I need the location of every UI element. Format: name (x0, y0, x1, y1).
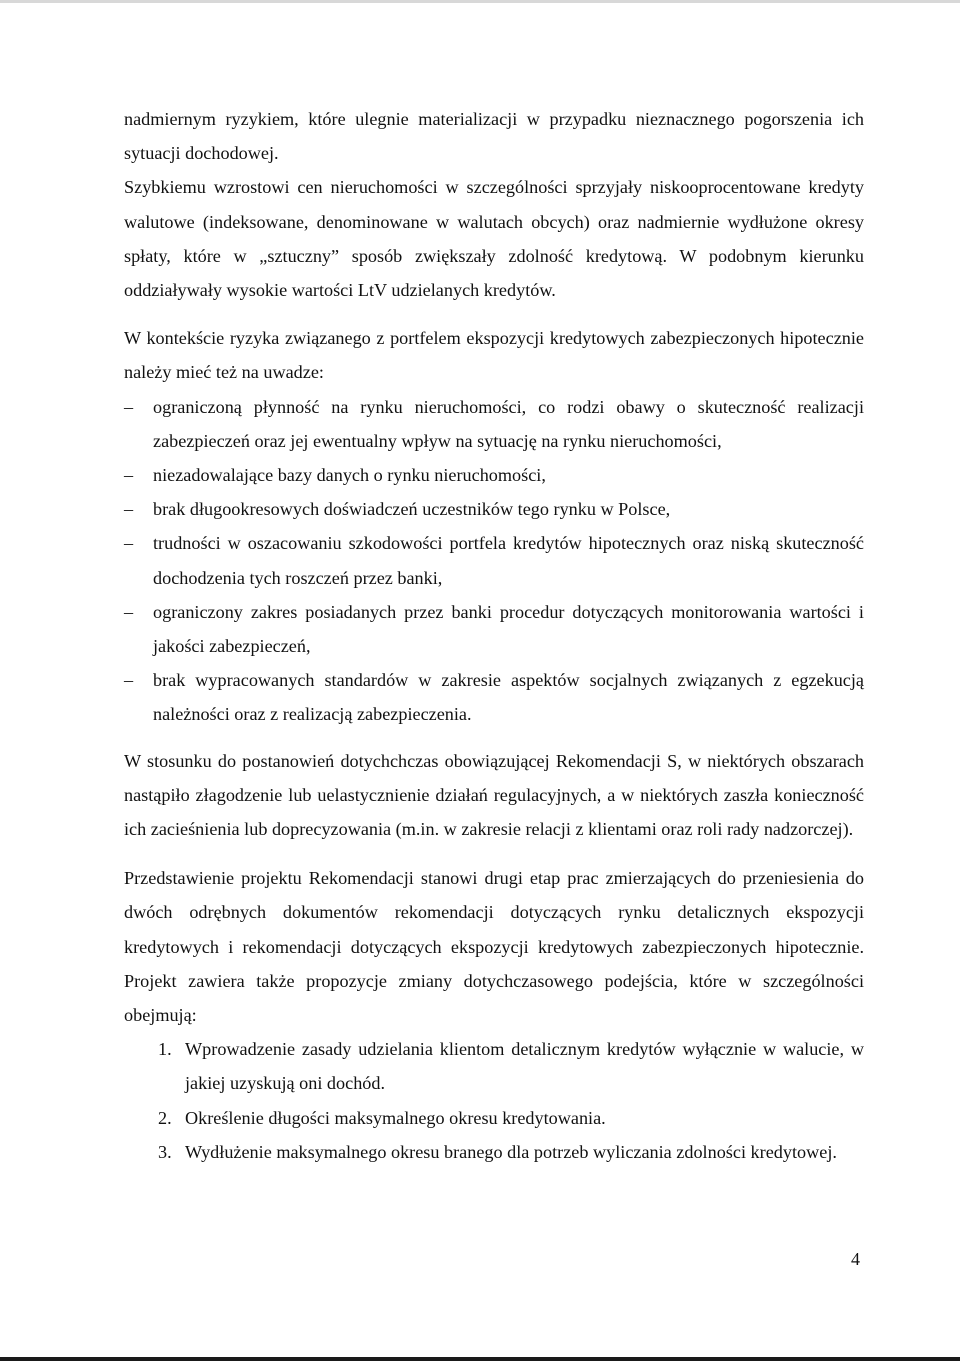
item-number: 2. (158, 1107, 172, 1128)
list-item (124, 458, 864, 492)
dash-marker: – (124, 601, 134, 622)
paragraph-5: Przedstawienie projektu Rekomendacji stanowi drugi etap prac zmierzających do przeniesienia do dwóch odrębnych dokumentów rekomendacji dotyczących rynku detalicznych ekspozycji kredytowych i rekomendacji dotyczących ekspozycji kredytowych zabezpieczonych hipotecznie. Projekt zawiera także propozycje zmiany dotychczasowego podejścia, które w szczególności obejmują: (124, 868, 864, 1026)
numbered-item-text: Wprowadzenie zasady udzielania klientom detalicznym kredytów wyłącznie w walucie, w jakiej uzyskują oni dochód. (185, 1039, 864, 1094)
list-item (124, 492, 864, 526)
list-item (124, 390, 864, 458)
numbered-item (124, 1135, 864, 1169)
item-number: 1. (158, 1039, 172, 1060)
scan-top-edge (0, 0, 960, 3)
paragraph-3: W kontekście ryzyka związanego z portfelem ekspozycji kredytowych zabezpieczonych hipotecznie należy mieć też na uwadze: (124, 328, 864, 383)
scan-bottom-edge (0, 1357, 960, 1361)
paragraph-1: nadmiernym ryzykiem, które ulegnie materializacji w przypadku nieznacznego pogorszenia ich sytuacji dochodowej. (124, 109, 864, 164)
document-body (124, 102, 864, 1169)
list-item-text: niezadowalające bazy danych o rynku nieruchomości, (153, 465, 546, 486)
paragraph-4: W stosunku do postanowień dotychchczas obowiązującej Rekomendacji S, w niektórych obszarach nastąpiło złagodzenie lub uelastycznienie działań regulacyjnych, a w niektórych zaszła konieczność ich zacieśnienia lub doprecyzowania (m.in. w zakresie relacji z klientami oraz roli rady nadzorczej). (124, 750, 864, 840)
list-item-text: brak długookresowych doświadczeń uczestników tego rynku w Polsce, (153, 499, 671, 520)
list-item-text: trudności w oszacowaniu szkodowości portfela kredytów hipotecznych oraz niską skuteczność dochodzenia tych roszczeń przez banki, (153, 533, 864, 588)
numbered-item-text: Określenie długości maksymalnego okresu kredytowania. (185, 1107, 606, 1128)
page-number: 4 (851, 1249, 860, 1269)
list-item (124, 663, 864, 731)
paragraph-2: Szybkiemu wzrostowi cen nieruchomości w szczególności sprzyjały niskooprocentowane kredyty walutowe (indeksowane, denominowane w walutach obcych) oraz nadmiernie wydłużone okresy spłaty, które w „sztuczny” sposób zwiększały zdolność kredytową. W podobnym kierunku oddziaływały wysokie wartości LtV udzielanych kredytów. (124, 177, 864, 301)
dash-marker: – (124, 533, 134, 554)
list-item (124, 595, 864, 663)
dash-marker: – (124, 670, 134, 691)
item-number: 3. (158, 1141, 172, 1162)
dash-marker: – (124, 499, 134, 520)
list-item (124, 526, 864, 594)
dash-marker: – (124, 465, 134, 486)
numbered-item (124, 1032, 864, 1100)
numbered-item (124, 1101, 864, 1135)
proposal-list (124, 1032, 864, 1169)
dash-marker: – (124, 396, 134, 417)
list-item-text: ograniczony zakres posiadanych przez banki procedur dotyczących monitorowania wartości i jakości zabezpieczeń, (153, 601, 864, 657)
list-item-text: brak wypracowanych standardów w zakresie aspektów socjalnych związanych z egzekucją należności oraz z realizacją zabezpieczenia. (153, 670, 864, 725)
risk-list (124, 390, 864, 732)
numbered-item-text: Wydłużenie maksymalnego okresu branego dla potrzeb wyliczania zdolności kredytowej. (185, 1141, 837, 1162)
list-item-text: ograniczoną płynność na rynku nieruchomości, co rodzi obawy o skuteczność realizacji zabezpieczeń oraz jej ewentualny wpływ na sytuację na rynku nieruchomości, (153, 396, 864, 451)
